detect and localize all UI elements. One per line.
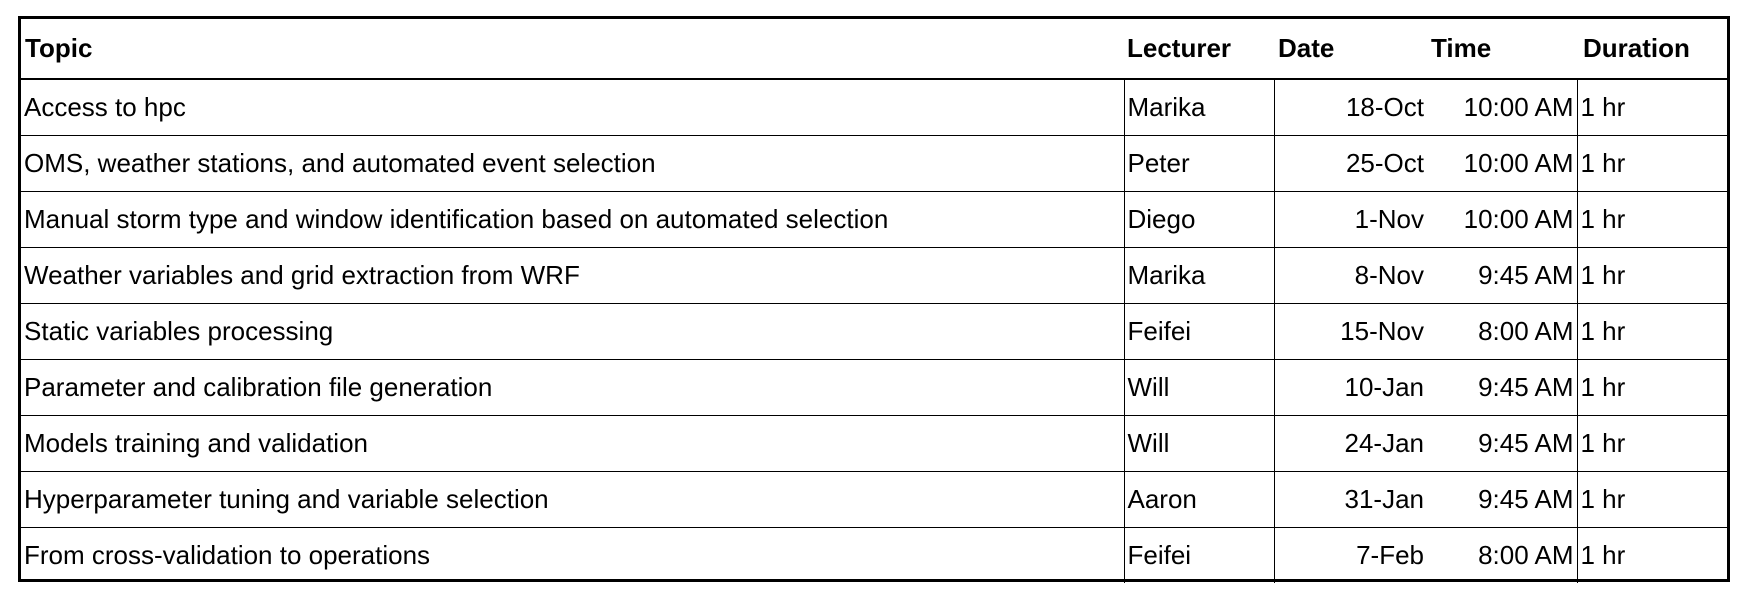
cell-lecturer: Feifei	[1124, 527, 1274, 583]
cell-duration: 1 hr	[1577, 191, 1727, 247]
cell-time: 9:45 AM	[1427, 247, 1577, 303]
cell-date: 15-Nov	[1274, 303, 1427, 359]
cell-time: 9:45 AM	[1427, 359, 1577, 415]
schedule-table-grid	[21, 19, 1727, 583]
cell-topic: Hyperparameter tuning and variable selection	[21, 471, 1124, 527]
table-row	[21, 191, 1727, 247]
cell-date: 1-Nov	[1274, 191, 1427, 247]
cell-lecturer: Marika	[1124, 247, 1274, 303]
cell-topic: Weather variables and grid extraction from WRF	[21, 247, 1124, 303]
cell-date: 10-Jan	[1274, 359, 1427, 415]
table-row	[21, 415, 1727, 471]
cell-duration: 1 hr	[1577, 247, 1727, 303]
cell-duration: 1 hr	[1577, 527, 1727, 583]
cell-date: 18-Oct	[1274, 79, 1427, 135]
header-date: Date	[1274, 19, 1427, 79]
cell-time: 9:45 AM	[1427, 415, 1577, 471]
cell-duration: 1 hr	[1577, 303, 1727, 359]
cell-duration: 1 hr	[1577, 415, 1727, 471]
cell-duration: 1 hr	[1577, 471, 1727, 527]
cell-time: 9:45 AM	[1427, 471, 1577, 527]
cell-duration: 1 hr	[1577, 135, 1727, 191]
cell-lecturer: Peter	[1124, 135, 1274, 191]
schedule-table	[18, 16, 1730, 582]
cell-topic: Parameter and calibration file generation	[21, 359, 1124, 415]
cell-date: 25-Oct	[1274, 135, 1427, 191]
cell-time: 10:00 AM	[1463, 91, 1574, 122]
cell-topic: Manual storm type and window identification based on automated selection	[21, 191, 1124, 247]
table-row	[21, 303, 1727, 359]
cell-topic: Static variables processing	[21, 303, 1124, 359]
cell-lecturer: Will	[1124, 359, 1274, 415]
table-row	[21, 359, 1727, 415]
cell-topic: Access to hpc	[24, 91, 186, 122]
table-row	[21, 135, 1727, 191]
cell-time: 10:00 AM	[1427, 191, 1577, 247]
cell-lecturer: Feifei	[1124, 303, 1274, 359]
header-duration: Duration	[1577, 19, 1727, 79]
cell-date: 7-Feb	[1274, 527, 1427, 583]
cell-duration: 1 hr	[1577, 79, 1727, 135]
cell-topic: Models training and validation	[21, 415, 1124, 471]
cell-date: 24-Jan	[1274, 415, 1427, 471]
table-row	[21, 247, 1727, 303]
cell-topic: OMS, weather stations, and automated event selection	[21, 135, 1124, 191]
cell-lecturer: Will	[1124, 415, 1274, 471]
header-row	[21, 19, 1727, 79]
cell-time: 8:00 AM	[1427, 527, 1577, 583]
cell-topic: From cross-validation to operations	[21, 527, 1124, 583]
cell-lecturer: Aaron	[1124, 471, 1274, 527]
table-row	[21, 471, 1727, 527]
cell-lecturer: Marika	[1124, 79, 1274, 135]
cell-date: 31-Jan	[1274, 471, 1427, 527]
cell-duration: 1 hr	[1577, 359, 1727, 415]
cell-time: 10:00 AM	[1427, 135, 1577, 191]
header-time: Time	[1427, 19, 1577, 79]
cell-lecturer: Diego	[1124, 191, 1274, 247]
header-topic: Topic	[21, 19, 1124, 79]
cell-date: 8-Nov	[1274, 247, 1427, 303]
cell-time: 8:00 AM	[1427, 303, 1577, 359]
table-row	[21, 527, 1727, 583]
table-row	[21, 79, 1727, 135]
header-lecturer: Lecturer	[1124, 19, 1274, 79]
